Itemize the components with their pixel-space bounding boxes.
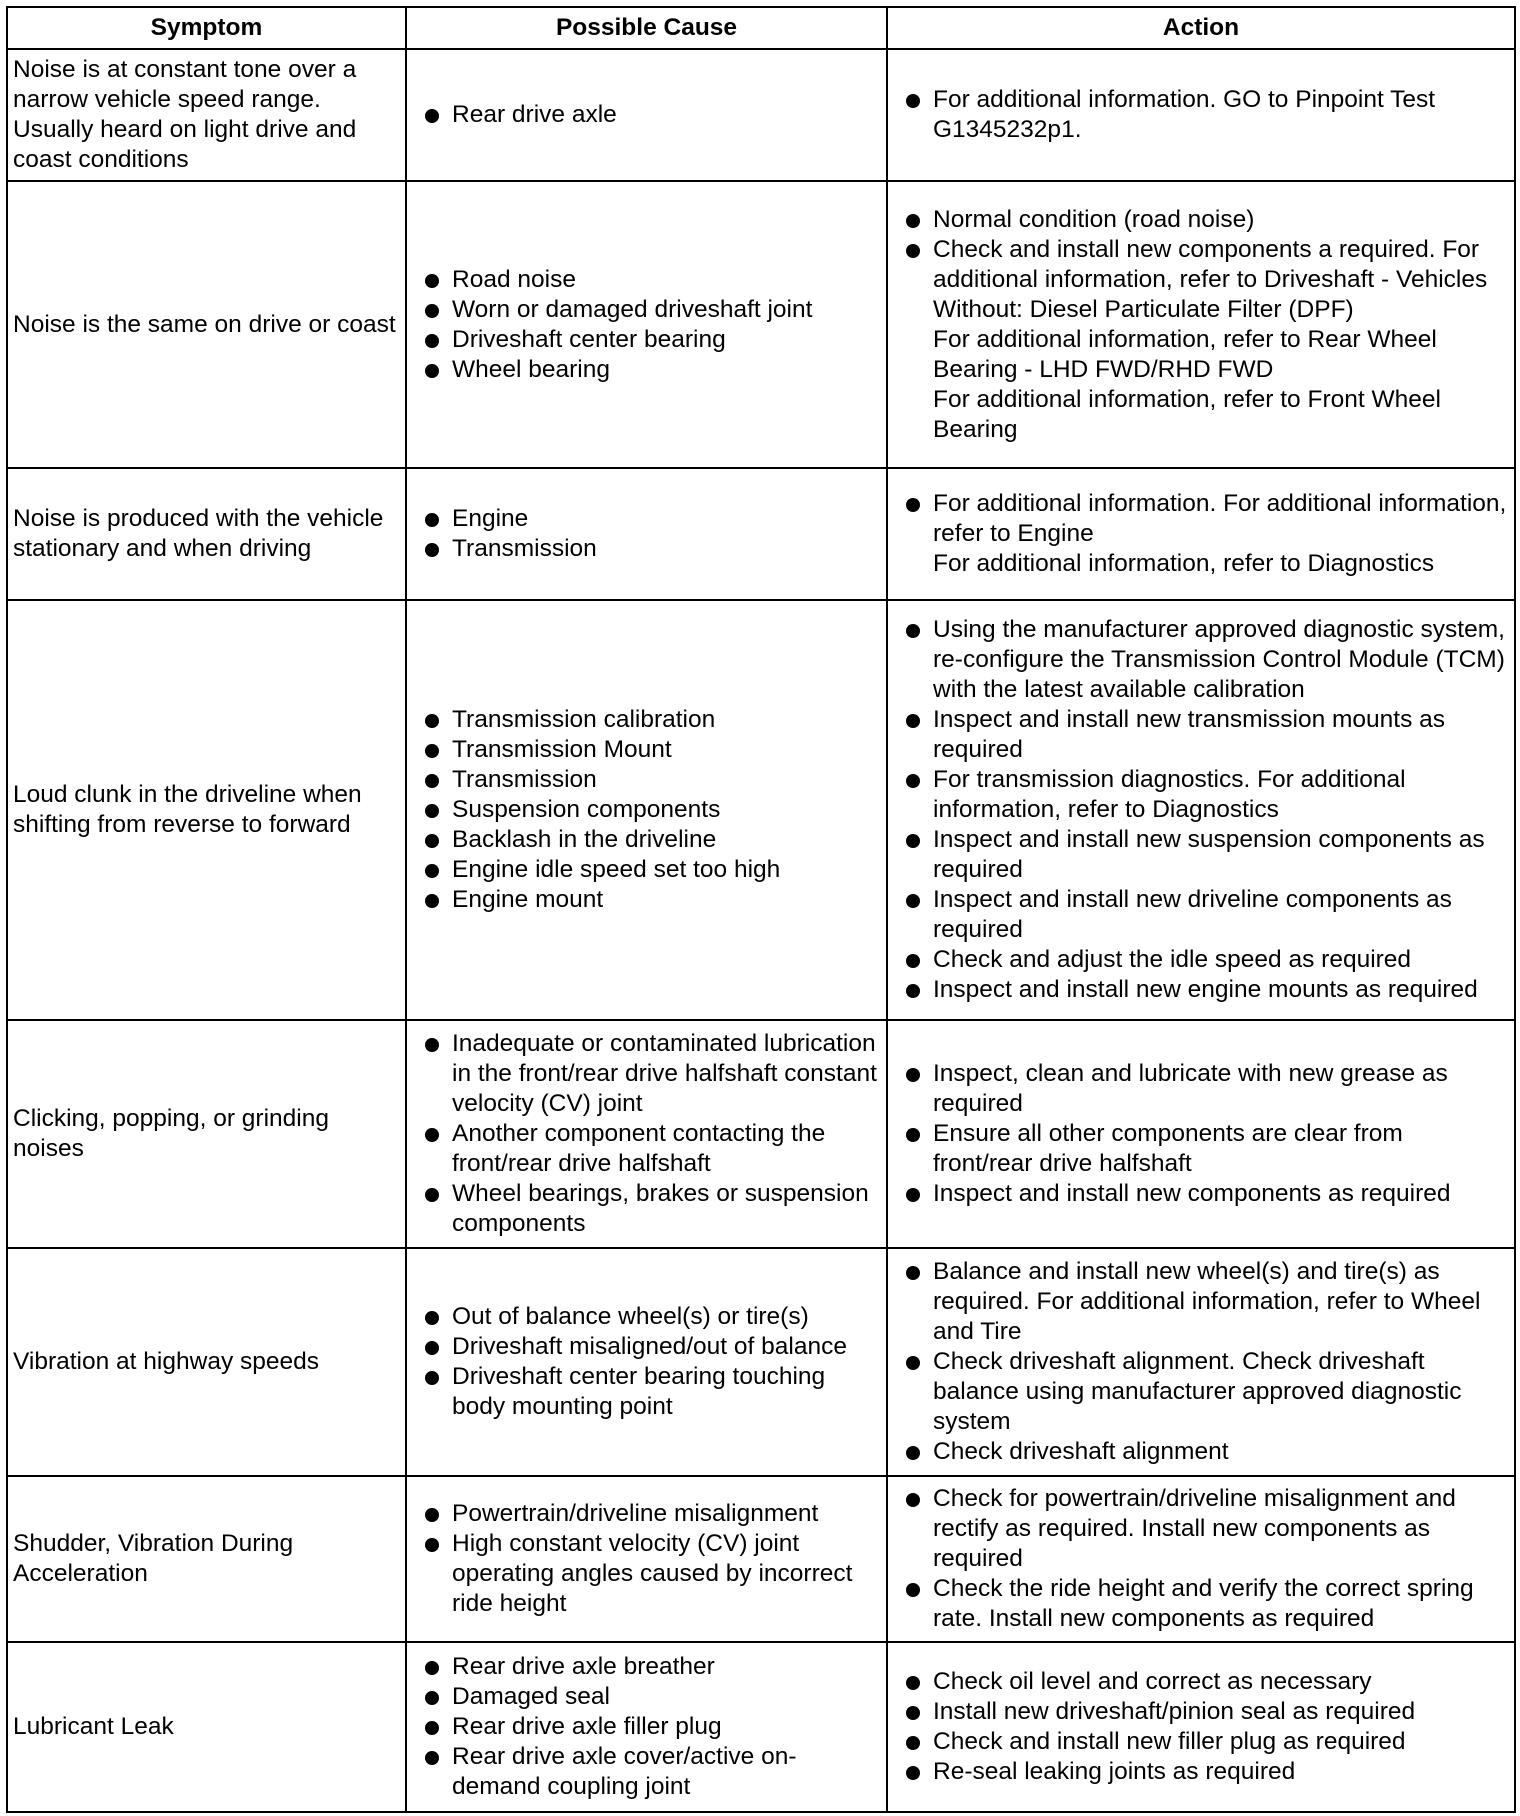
cause-item: Inadequate or contaminated lubrication in the front/rear drive halfshaft constant velocity (CV) joint [412,1029,879,1119]
table-row [7,49,1515,181]
action-text: Check and install new filler plug as required [933,1728,1406,1755]
action-list [893,205,1507,445]
symptom-cell: Vibration at highway speeds [7,1248,406,1476]
cause-list [412,1302,879,1422]
action-item [893,489,1507,579]
cause-item: Driveshaft misaligned/out of balance [412,1332,879,1362]
cause-item: Suspension components [412,795,879,825]
action-list [893,489,1507,579]
cause-list [412,265,879,385]
action-list [893,1484,1507,1634]
action-cell [887,1020,1515,1248]
cause-item: Transmission calibration [412,705,879,735]
action-item [893,615,1507,705]
cause-list [412,1499,879,1619]
table-row [7,1020,1515,1248]
action-text: Check driveshaft alignment. Check driveshaft balance using manufacturer approved diagnostic system [933,1348,1462,1435]
action-text: Inspect and install new components as required [933,1180,1451,1207]
cause-item: Out of balance wheel(s) or tire(s) [412,1302,879,1332]
symptom-cell: Shudder, Vibration During Acceleration [7,1476,406,1642]
action-text: For additional information. GO to Pinpoint Test G1345232p1. [933,86,1436,143]
cause-item: Rear drive axle filler plug [412,1712,879,1742]
action-cell [887,1642,1515,1812]
action-cell [887,468,1515,600]
cause-item: Wheel bearing [412,355,879,385]
action-list [893,1257,1507,1467]
cause-item: Rear drive axle cover/active on-demand coupling joint [412,1742,879,1802]
action-item [893,1757,1507,1787]
table-row [7,600,1515,1020]
possible-cause-column-header: Possible Cause [406,7,887,49]
action-list [893,1059,1507,1209]
action-text: For transmission diagnostics. For additional information, refer to Diagnostics [933,766,1406,823]
possible-cause-cell [406,600,887,1020]
symptom-chart-table [6,6,1516,1813]
cause-item: Road noise [412,265,879,295]
action-cell [887,181,1515,468]
table-row [7,468,1515,600]
cause-list [412,504,879,564]
possible-cause-cell [406,1020,887,1248]
table-row [7,1642,1515,1812]
possible-cause-cell [406,181,887,468]
action-list [893,615,1507,1005]
symptom-cell: Loud clunk in the driveline when shifting from reverse to forward [7,600,406,1020]
cause-item: Transmission Mount [412,735,879,765]
action-item [893,1727,1507,1757]
action-item [893,1437,1507,1467]
cause-item: Driveshaft center bearing touching body mounting point [412,1362,879,1422]
cause-item: Engine idle speed set too high [412,855,879,885]
action-text: Ensure all other components are clear from front/rear drive halfshaft [933,1120,1403,1177]
action-text: Inspect, clean and lubricate with new grease as required [933,1060,1448,1117]
cause-item: High constant velocity (CV) joint operating angles caused by incorrect ride height [412,1529,879,1619]
cause-list [412,100,879,130]
action-item [893,85,1507,145]
action-item [893,885,1507,945]
action-text: Check and install new components a required. For additional information, refer to Driveshaft - Vehicles Without: Diesel Particulate Filter (DPF) [933,235,1488,323]
action-item [893,1697,1507,1727]
action-text: Balance and install new wheel(s) and tire(s) as required. For additional information, refer to Wheel and Tire [933,1258,1481,1345]
action-text: Inspect and install new suspension components as required [933,826,1485,883]
action-list [893,85,1507,145]
symptom-cell: Noise is the same on drive or coast [7,181,406,468]
symptom-cell: Noise is produced with the vehicle stationary and when driving [7,468,406,600]
cause-item: Transmission [412,765,879,795]
table-row [7,1476,1515,1642]
cause-list [412,705,879,915]
action-text: Install new driveshaft/pinion seal as required [933,1698,1416,1725]
action-text: Check oil level and correct as necessary [933,1668,1372,1695]
action-cell [887,49,1515,181]
action-text: Check and adjust the idle speed as required [933,946,1412,973]
action-item [893,945,1507,975]
action-text: Normal condition (road noise) [933,205,1255,233]
action-item [893,1119,1507,1179]
action-item [893,1667,1507,1697]
action-cell [887,1248,1515,1476]
cause-list [412,1029,879,1239]
action-item [893,1347,1507,1437]
action-item [893,235,1507,445]
table-body [7,49,1515,1812]
action-text: Using the manufacturer approved diagnostic system, re-configure the Transmission Control Module (TCM) with the latest available calibration [933,616,1505,703]
action-item [893,1574,1507,1634]
cause-item: Wheel bearings, brakes or suspension components [412,1179,879,1239]
action-column-header: Action [887,7,1515,49]
action-text: Re-seal leaking joints as required [933,1758,1296,1785]
table-row [7,1248,1515,1476]
action-item [893,825,1507,885]
cause-item: Rear drive axle [412,100,879,130]
action-item [893,765,1507,825]
cause-item: Rear drive axle breather [412,1652,879,1682]
possible-cause-cell [406,468,887,600]
possible-cause-cell [406,1642,887,1812]
action-text: Inspect and install new transmission mounts as required [933,706,1446,763]
cause-item: Worn or damaged driveshaft joint [412,295,879,325]
symptom-cell: Noise is at constant tone over a narrow vehicle speed range. Usually heard on light drive and coast conditions [7,49,406,181]
cause-item: Another component contacting the front/rear drive halfshaft [412,1119,879,1179]
cause-list [412,1652,879,1802]
action-reference-note: For additional information, refer to Diagnostics [933,550,1435,577]
cause-item: Backlash in the driveline [412,825,879,855]
action-item [893,1257,1507,1347]
cause-item: Damaged seal [412,1682,879,1712]
action-item [893,1179,1507,1209]
table-row [7,181,1515,468]
action-cell [887,1476,1515,1642]
action-text: Check driveshaft alignment [933,1438,1229,1465]
action-reference-note: For additional information, refer to Front Wheel Bearing [933,385,1441,443]
action-text: Check for powertrain/driveline misalignment and rectify as required. Install new components as required [933,1485,1456,1572]
action-reference-note: For additional information, refer to Rear Wheel Bearing - LHD FWD/RHD FWD [933,325,1437,383]
symptom-column-header: Symptom [7,7,406,49]
action-item [893,705,1507,765]
header-row [7,7,1515,49]
action-list [893,1667,1507,1787]
cause-item: Engine [412,504,879,534]
possible-cause-cell [406,1476,887,1642]
possible-cause-cell [406,1248,887,1476]
action-text: Check the ride height and verify the correct spring rate. Install new components as required [933,1575,1474,1632]
action-text: Inspect and install new driveline components as required [933,886,1452,943]
cause-item: Engine mount [412,885,879,915]
possible-cause-cell [406,49,887,181]
action-item [893,1059,1507,1119]
cause-item: Transmission [412,534,879,564]
action-cell [887,600,1515,1020]
action-text: Inspect and install new engine mounts as required [933,976,1478,1003]
symptom-cell: Lubricant Leak [7,1642,406,1812]
cause-item: Driveshaft center bearing [412,325,879,355]
symptom-cell: Clicking, popping, or grinding noises [7,1020,406,1248]
action-item [893,975,1507,1005]
cause-item: Powertrain/driveline misalignment [412,1499,879,1529]
action-text: For additional information. For additional information, refer to Engine [933,490,1507,547]
action-item [893,1484,1507,1574]
action-item [893,205,1507,235]
